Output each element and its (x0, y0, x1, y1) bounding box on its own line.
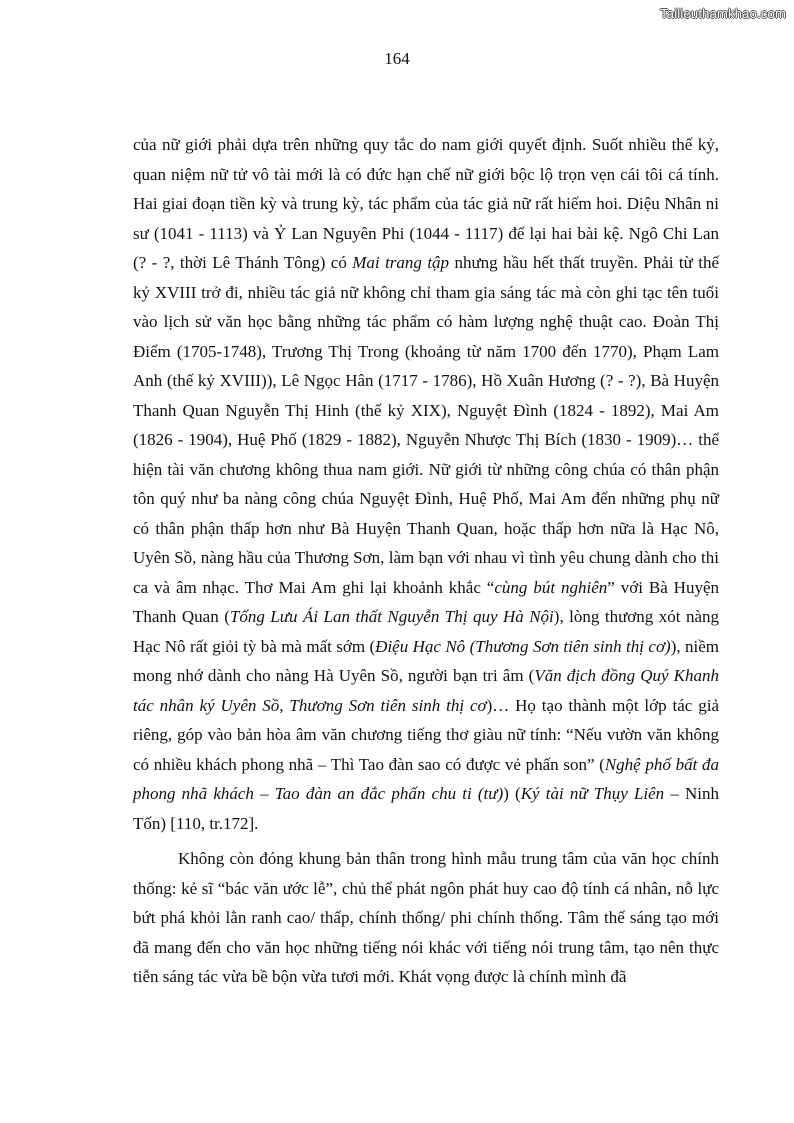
italic-quote: cùng bút nghiên (494, 577, 608, 597)
text-run: nhưng hầu hết thất truyền. Phải từ thế kỷ XVIII trở đi, nhiều tác giả nữ không chỉ tham gia sáng tác mà còn ghi tạc tên tuổi vào lịch sử văn học bằng những tác phẩm có hàm lượng nghệ thuật cao. Đoàn Thị Điểm (1705-1748), Trương Thị Trong (khoảng từ năm 1700 đến 1770), Phạm Lam Anh (thế kỷ XVIII)), Lê Ngọc Hân (1717 - 1786), Hồ Xuân Hương (? - ?), Bà Huyện Thanh Quan Nguyễn Thị Hinh (thế kỷ XIX), Nguyệt Đình (1824 - 1892), Mai Am (1826 - 1904), Huệ Phố (1829 - 1882), Nguyễn Nhược Thị Bích (1830 - 1909)… thể hiện tài văn chương không thua nam giới. Nữ giới từ những công chúa có thân phận tôn quý như ba nàng công chúa Nguyệt Đình, Huệ Phố, Mai Am đến những phụ nữ có thân phận thấp hơn như Bà Huyện Thanh Quan, hoặc thấp hơn nữa là Hạc Nô, Uyên Sồ, nàng hầu của Thương Sơn, làm bạn với nhau vì tình yêu chung dành cho thi ca và âm nhạc. Thơ Mai Am ghi lại khoảnh khắc “ (133, 253, 719, 597)
text-run: )… Họ tạo thành một lớp tác giả riêng, góp vào bản hòa âm văn chương tiếng thơ giàu nữ tính: “Nếu vườn văn không có nhiều khách phong nhã – Thì Tao đàn sao có được vẻ phấn son” ( (133, 695, 719, 774)
italic-title: Ký tài nữ Thụy Liên (520, 784, 665, 803)
text-run: ), niềm mong nhớ dành cho nàng Hà Uyên Sồ, người bạn tri âm ( (133, 636, 720, 685)
text-run: ), lòng thương xót nàng Hạc Nô rất giỏi tỳ bà mà mất sớm ( (133, 607, 719, 656)
watermark: Tailieuthamkhao.com (660, 6, 786, 21)
text-run: Không còn đóng khung bản thân trong hình mẫu trung tâm của văn học chính thống: kẻ sĩ “bác văn ước lễ”, chủ thể phát ngôn phát huy cao độ tính cá nhân, nỗ lực bứt phá khỏi lằn ranh cao/ thấp, chính thống/ phi chính thống. Tâm thế sáng tạo mới đã mang đến cho văn học những tiếng nói khác với tiếng nói trung tâm, tạo nên thực tiễn sáng tác vừa bề bộn vừa tươi mới. Khát vọng được là chính mình đã (133, 849, 719, 986)
text-run: của nữ giới phải dựa trên những quy tắc do nam giới quyết định. Suốt nhiều thế kỷ, quan niệm nữ tử vô tài mới là có đức hạn chế nữ giới bộc lộ trọn vẹn cái tôi cá tính. Hai giai đoạn tiền kỳ và trung kỳ, tác phẩm của tác giả nữ rất hiếm hoi. Diệu Nhân ni sư (1041 - 1113) và Ỷ Lan Nguyên Phi (1044 - 1117) để lại hai bài kệ. Ngô Chi Lan (? - ?, thời Lê Thánh Tông) có (133, 135, 719, 272)
paragraph (133, 130, 719, 838)
text-run: – Ninh Tốn) [110, tr.172]. (133, 784, 720, 833)
italic-title: Tống Lưu Ái Lan thất Nguyễn Thị quy Hà Nội (229, 607, 554, 626)
text-run: ” với Bà Huyện Thanh Quan ( (133, 577, 719, 626)
paragraph (133, 844, 719, 992)
text-run: ) ( (503, 784, 521, 803)
italic-quote: Nghệ phố bất đa phong nhã khách – Tao đàn an đắc phấn chu ti (tư) (133, 754, 719, 803)
italic-title: Mai trang tập (352, 253, 450, 272)
italic-title: Văn địch đồng Quý Khanh tác nhân ký Uyên Sồ, Thương Sơn tiên sinh thị cơ (133, 666, 719, 715)
body-text (133, 130, 719, 992)
page-number: 164 (384, 49, 410, 68)
italic-title: Điệu Hạc Nô (Thương Sơn tiên sinh thị cơ) (375, 636, 671, 656)
